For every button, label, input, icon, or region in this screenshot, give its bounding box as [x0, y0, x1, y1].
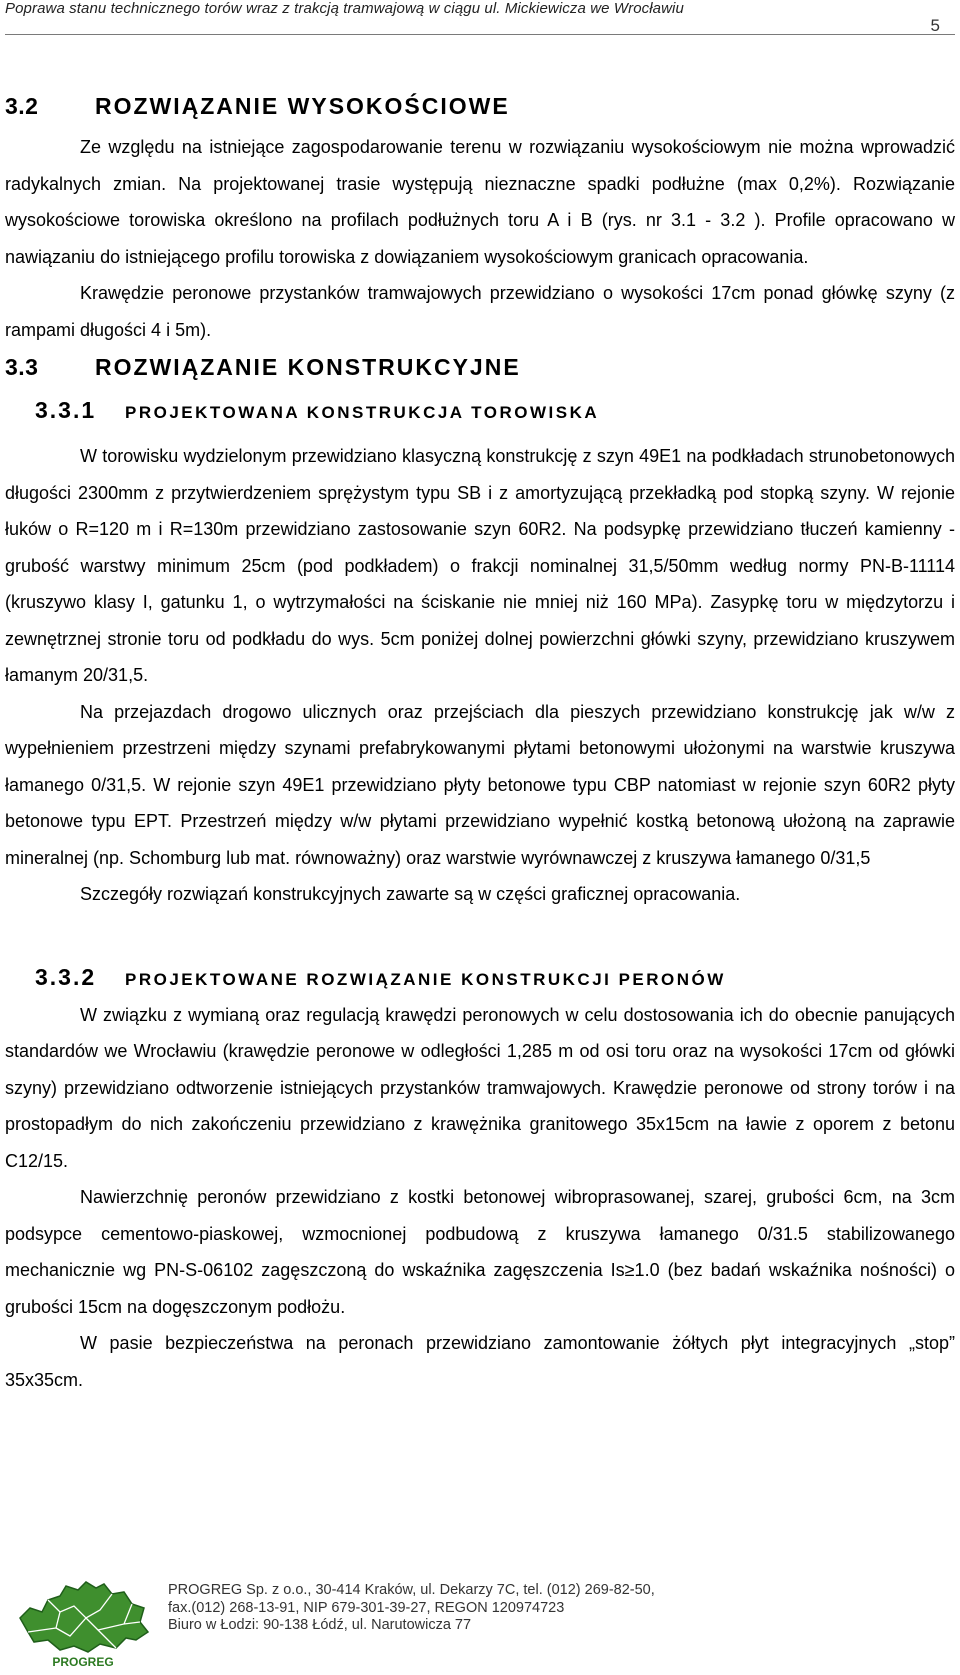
- paragraph: W torowisku wydzielonym przewidziano klasyczną konstrukcję z szyn 49E1 na podkładach strunobetonowych długości 2300mm z przytwierdzeniem sprężystym typu SB i z amortyzującą przekładką pod stopką szyny. W rejonie łuków o R=120 m i R=130m przewidziano zastosowanie szyn 60R2. Na podsypkę przewidziano tłuczeń kamienny - grubość warstwy minimum 25cm (pod podkładem) o frakcji nominalnej 31,5/50mm według normy PN-B-11114 (kruszywo klasy I, gatunku 1, o wytrzymałości na ściskanie nie mniej niż 160 MPa). Zasypkę toru w międzytorzu i zewnętrznej stronie toru od podkładu do wys. 5cm poniżej dolnej powierzchni główki szyny, przewidziano kruszywem łamanym 20/31,5.: [5, 446, 955, 685]
- footer-line: Biuro w Łodzi: 90-138 Łódź, ul. Narutowicza 77: [168, 1617, 472, 1633]
- section-3-2-heading: [5, 87, 955, 125]
- section-number: 3.2: [5, 93, 39, 119]
- section-3-3-heading: [5, 348, 955, 386]
- section-title: ROZWIĄZANIE KONSTRUKCYJNE: [95, 354, 521, 380]
- subsection-title: PROJEKTOWANA KONSTRUKCJA TOROWISKA: [125, 403, 600, 422]
- paragraph: W związku z wymianą oraz regulacją krawędzi peronowych w celu dostosowania ich do obecnie panujących standardów we Wrocławiu (krawędzie peronowe w odległości 1,285 m od osi toru oraz na wysokości 17cm od główki szyny) przewidziano odtworzenie istniejących przystanków tramwajowych. Krawędzie peronowe od strony torów i na prostopadłym do nich zakończeniu przewidziano z krawężnika granitowego 35x15cm na ławie z oporem z betonu C12/15.: [5, 1004, 955, 1171]
- subsection-number: 3.3.2: [35, 963, 97, 990]
- paragraph: Szczegóły rozwiązań konstrukcyjnych zawarte są w części graficznej opracowania.: [80, 884, 741, 904]
- paragraph: Ze względu na istniejące zagospodarowanie terenu w rozwiązaniu wysokościowym nie można wprowadzić radykalnych zmian. Na projektowanej trasie występują nieznaczne spadki podłużne (max 0,2%). Rozwiązanie wysokościowe torowiska określono na profilach podłużnych toru A i B (rys. nr 3.1 - 3.2 ). Profile opracowano w nawiązaniu do istniejącego profilu torowiska z dowiązaniem wysokościowym granicach opracowania.: [5, 137, 955, 267]
- page-number: 5: [930, 16, 940, 35]
- section-number: 3.3: [5, 354, 39, 380]
- company-footer: [168, 1582, 655, 1635]
- subsection-number: 3.3.1: [35, 397, 97, 423]
- document-body: [5, 87, 955, 1398]
- header-divider: [5, 34, 955, 35]
- subsection-title: PROJEKTOWANE ROZWIĄZANIE KONSTRUKCJI PERONÓW: [125, 969, 726, 989]
- subsection-3-3-2-heading: [35, 957, 955, 997]
- paragraph: Nawierzchnię peronów przewidziano z kostki betonowej wibroprasowanej, szarej, grubości 6cm, na 3cm podsypce cementowo-piaskowej, wzmocnionej podbudową z kruszywa łamanego 0/31.5 stabilizowanego mechanicznie wg PN-S-06102 zagęszczoną do wskaźnika zagęszczenia Is≥1.0 (bez badań wskaźnika nośności) o grubości 15cm na dogęszczonym podłożu.: [5, 1187, 955, 1317]
- paragraph: W pasie bezpieczeństwa na peronach przewidziano zamontowanie żółtych płyt integracyjnych „stop” 35x35cm.: [5, 1333, 955, 1390]
- paragraph: Krawędzie peronowe przystanków tramwajowych przewidziano o wysokości 17cm ponad główkę szyny (z rampami długości 4 i 5m).: [5, 283, 955, 340]
- progreg-logo: [8, 1578, 158, 1670]
- subsection-3-3-1-heading: [35, 390, 955, 430]
- map-logo-icon: [8, 1578, 158, 1670]
- section-title: ROZWIĄZANIE WYSOKOŚCIOWE: [95, 93, 510, 119]
- document-header-title: Poprawa stanu technicznego torów wraz z trakcją tramwajową w ciągu ul. Mickiewicza we Wrocławiu: [5, 0, 684, 17]
- logo-text: PROGREG: [52, 1655, 114, 1669]
- footer-line: fax.(012) 268-13-91, NIP 679-301-39-27, REGON 120974723: [168, 1599, 565, 1616]
- footer-line: PROGREG Sp. z o.o., 30-414 Kraków, ul. Dekarzy 7C, tel. (012) 269-82-50,: [168, 1582, 655, 1598]
- paragraph: Na przejazdach drogowo ulicznych oraz przejściach dla pieszych przewidziano konstrukcję jak w/w z wypełnieniem przestrzeni między szynami prefabrykowanymi płytami betonowymi ułożonymi na warstwie kruszywa łamanego 0/31,5. W rejonie szyn 49E1 przewidziano płyty betonowe typu CBP natomiast w rejonie szyn 60R2 płyty betonowe typu EPT. Przestrzeń między w/w płytami przewidziano wypełnić kostką betonową ułożoną na zaprawie mineralnej (np. Schomburg lub mat. równoważny) oraz warstwie wyrównawczej z kruszywa łamanego 0/31,5: [5, 701, 955, 868]
